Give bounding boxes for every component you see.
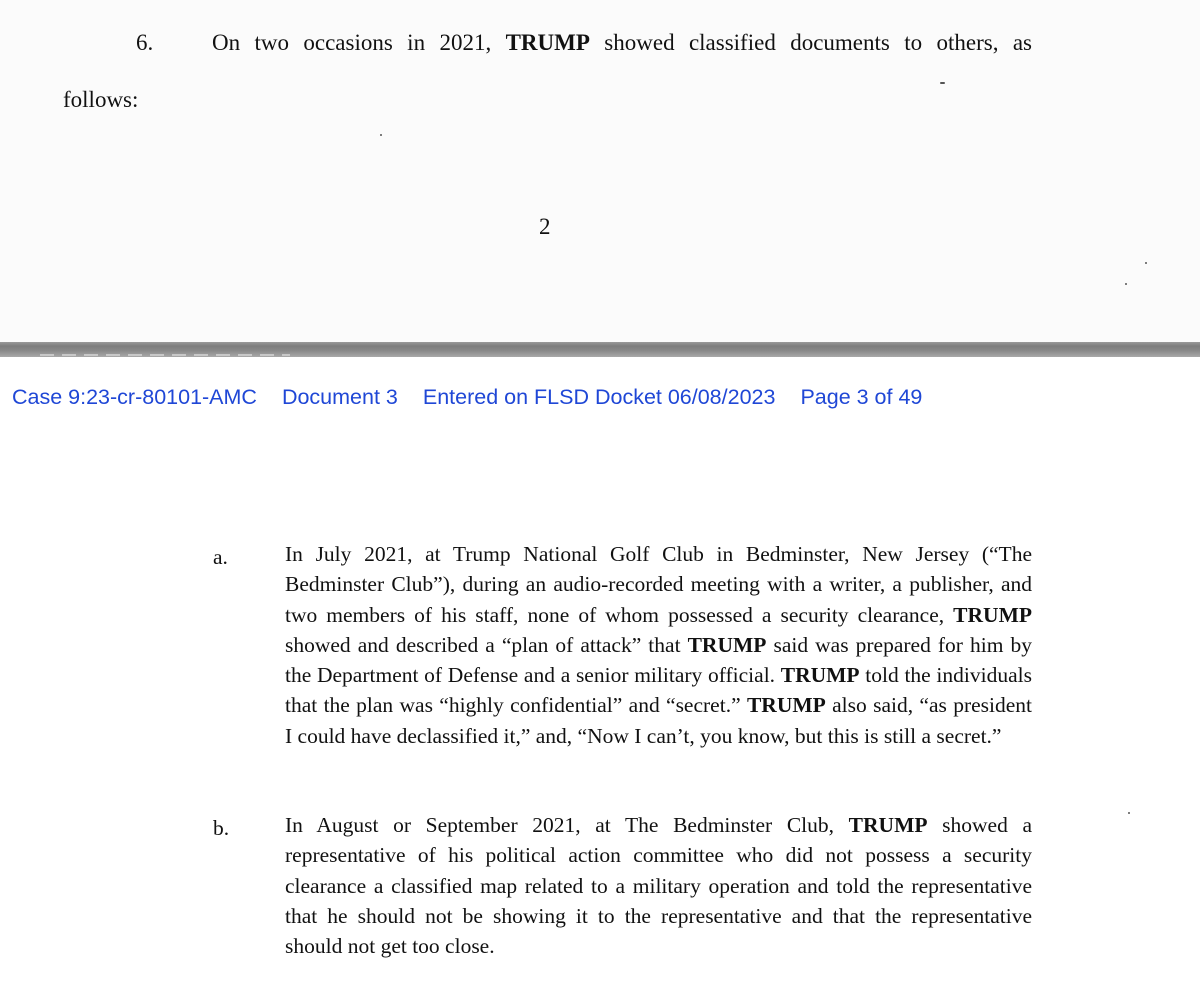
paragraph-6-line-1 (212, 28, 1032, 58)
item-a-part-4: said was prepared for him by the Department of Defense and a senior military official. (285, 632, 1032, 688)
item-b-part-0: In August or September 2021, at The Bedminster Club, (285, 813, 849, 837)
item-b-text (285, 810, 1032, 961)
item-a-text (285, 539, 1032, 751)
item-b-trump-1: TRUMP (848, 813, 928, 837)
scan-speck (940, 82, 945, 84)
prior-page-bottom (0, 0, 1200, 342)
case-number: Case 9:23-cr-80101-AMC (12, 385, 257, 409)
separator-artifact (40, 354, 290, 356)
item-b-part-2: showed a representative of his political action committee who did not possess a security clearance a classified map related to a military operation and told the representative that he should not be showing it to the representative and that the representative should not get too close. (285, 813, 1033, 959)
paragraph-6-line-2: follows: (63, 87, 139, 112)
page-number: 2 (539, 214, 551, 239)
item-a-part-0: In July 2021, at Trump National Golf Club in Bedminster, New Jersey (“The Bedminster Club”), during an audio-recorded meeting with a writer, a publisher, and two members of his staff, none of whom possessed a security clearance, (285, 542, 1032, 627)
item-a-trump-4: TRUMP (746, 693, 826, 718)
document-number: Document 3 (281, 385, 398, 409)
item-a-part-6: told the individuals that the plan was “highly confidential” and “secret.” (285, 663, 1032, 718)
scan-speck (380, 134, 382, 136)
paragraph-number: 6. (136, 30, 154, 55)
scan-speck (1145, 262, 1147, 264)
paragraph-6-text-2: showed classified documents to others, as (589, 30, 1033, 55)
scan-speck (1128, 812, 1130, 814)
paragraph-6-trump: TRUMP (505, 30, 590, 55)
item-a-trump-2: TRUMP (687, 632, 767, 657)
item-a-trump-3: TRUMP (780, 663, 860, 688)
scan-speck (1125, 283, 1127, 285)
docket-header (12, 383, 941, 411)
item-a-part-8: also said, “as president I could have declassified it,” and, “Now I can’t, you know, but this is still a secret.” (285, 693, 1033, 748)
item-b-label: b. (213, 816, 230, 840)
paragraph-6-text-1: On two occasions in 2021, (212, 30, 506, 55)
entered-date: Entered on FLSD Docket 06/08/2023 (422, 385, 776, 409)
item-a-part-2: showed and described a “plan of attack” that (285, 632, 688, 657)
item-a-trump-1: TRUMP (953, 602, 1032, 627)
item-a-label: a. (213, 545, 228, 569)
page-count: Page 3 of 49 (800, 385, 923, 409)
